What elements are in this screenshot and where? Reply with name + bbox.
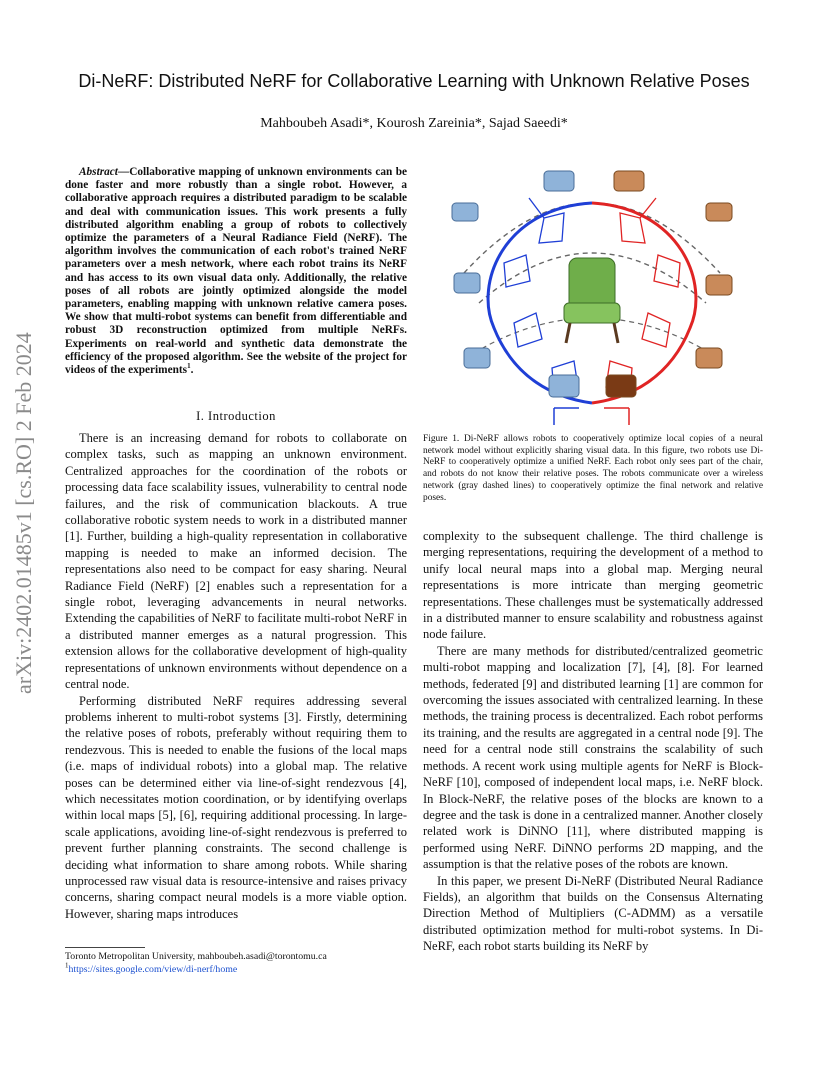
abstract-label: Abstract — [79, 166, 118, 178]
arxiv-identifier: arXiv:2402.01485v1 [cs.RO] 2 Feb 2024 — [11, 332, 36, 694]
figure-caption: Figure 1. Di-NeRF allows robots to cooperatively optimize local copies of a neural network model without explicitly sharing visual data. In this figure, two robots use Di-NeRF to cooperatively optimize a unified NeRF. Each robot only sees part of the chair, and robots do not know their relative poses. The robots communicate over a wireless network (gray dashed lines) to cooperatively optimize the final network and relative poses. — [423, 434, 763, 503]
footnotes — [65, 947, 407, 976]
intro-paragraph-2: Performing distributed NeRF requires addressing several problems inherent to multi-robot systems [3]. Firstly, determining the relative poses of robots, preferably without requiring them to rendezvous. This is needed to enable the fusions of the local maps (i.e. maps of individual robots) into a global map. The relative poses can be determined either via line-of-sight rendezvous [4], which necessitates motion coordination, or by identifying overlaps within local maps [5], [6], requiring additional processing. In large-scale applications, avoiding line-of-sight rendezvous is preferred to prevent further planning constraints. The second challenge is deciding what information to share among robots. While sharing unprocessed raw visual data is resource-intensive and raises privacy concerns, sharing compact neural models is a more viable option. However, sharing maps introduces — [65, 693, 407, 921]
paper-title: Di-NeRF: Distributed NeRF for Collaborative Learning with Unknown Relative Poses — [78, 71, 750, 91]
footnote-number: 1 — [65, 961, 69, 970]
abstract — [65, 166, 407, 377]
intro-paragraph-1: There is an increasing demand for robots to collaborate on complex tasks, such as mapping an unknown environment. Centralized approaches for the coordination of the robots or processing data face scalability issues, vulnerability to central node failures, and the risk of communication blackouts. A true collaborative robotic system needs to work in a distributed manner [1]. Further, building a high-quality representation in collaborative mapping is needed to make an informed decision. The representations also need to be compact for easy sharing. Neural Radiance Field (NeRF) [2] enables such a representation for a single robot, leveraging advancements in neural networks. Extending the capabilities of NeRF to facilitate multi-robot NeRF in a distributed manner emerges as a natural progression. This extension allows for the collaborative development of high-quality representations of unknown environments without dependence on a central node. — [65, 431, 407, 692]
project-website-link[interactable]: https://sites.google.com/view/di-nerf/home — [68, 963, 238, 975]
intro-column — [65, 430, 407, 922]
right-paragraph-1: complexity to the subsequent challenge. The third challenge is merging representations, requiring the development of a method to unify local neural maps into a global map. Merging neural representations is more intricate than merging geometric representations. These challenges must be systematically addressed in a distributed manner to ensure scalability and robustness against node failure. — [423, 529, 763, 642]
abstract-end: . — [190, 364, 194, 377]
footnote-rule — [65, 947, 145, 948]
figure-1-illustration — [444, 163, 740, 428]
coordinate-axes — [554, 408, 629, 425]
footnote-marker[interactable]: 1 — [187, 362, 191, 371]
author-list: Mahboubeh Asadi*, Kourosh Zareinia*, Sajad Saeedi* — [260, 116, 568, 131]
right-paragraph-3: In this paper, we present Di-NeRF (Distributed Neural Radiance Fields), an algorithm that builds on the Consensus Alternating Direction Method of Multipliers (C-ADMM) as a versatile distributed optimization method for multi-robot systems. In Di-NeRF, each robot starts building its NeRF by — [423, 873, 763, 954]
footnote-affiliation: Toronto Metropolitan University, mahboubeh.asadi@torontomu.ca — [65, 951, 327, 962]
right-column — [423, 528, 763, 955]
abstract-text: —Collaborative mapping of unknown environments can be done faster and more robustly than a single robot. However, a collaborative approach requires a distributed paradigm to be scalable and deal with communication issues. This work presents a fully distributed algorithm enabling a group of robots to collectively optimize the parameters of a Neural Radiance Field (NeRF). The algorithm involves the communication of each robot's trained NeRF parameters over a mesh network, where each robot trains its NeRF and has access to its own visual data only. Additionally, the relative poses of all robots are jointly optimized alongside the model parameters, enabling mapping with unknown relative camera poses. We show that multi-robot systems can benefit from differentiable and robust 3D reconstruction optimized from multiple NeRFs. Experiments on real-world and synthetic data demonstrate the efficiency of the proposed algorithm. See the website of the project for videos of the experiments — [65, 166, 407, 377]
right-paragraph-2: There are many methods for distributed/centralized geometric multi-robot mapping and localization [7], [4], [8]. For learned methods, federated [9] and distributed learning [1] are common for overcoming the issues associated with centralized learning. In these methods, the training process is decentralized. Each robot performs its training, and the results are aggregated in a central node [9]. The need for a central node still constrains the scalability of such methods. A recent work using multiple agents for NeRF is Block-NeRF [10], composed of independent local maps, i.e. NeRF block. In Block-NeRF, the relative poses of the blocks are known to a degree and the task is done in a centralized manner. Another closely related work is DiNNO [11], where distributed mapping is performed using NeRF. DiNNO performs 2D mapping, and the assumption is that the relative poses of the robots are known. — [423, 643, 763, 872]
section-heading: I. Introduction — [196, 409, 276, 423]
footnote-link-line — [65, 961, 407, 977]
chair-reconstruction — [564, 258, 620, 343]
